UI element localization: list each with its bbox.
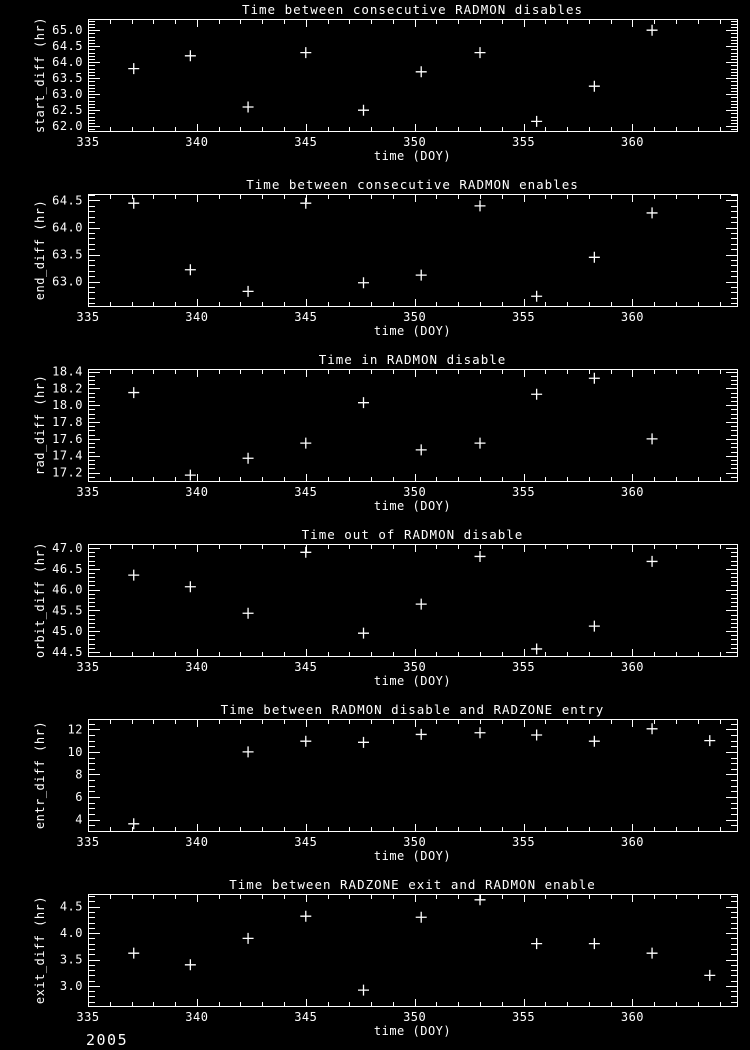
x-tick-label: 340 bbox=[185, 485, 209, 499]
data-point-marker bbox=[475, 438, 486, 449]
y-axis-label: entr_diff (hr) bbox=[33, 720, 47, 830]
x-axis-label: time (DOY) bbox=[373, 324, 452, 338]
x-tick-label: 345 bbox=[294, 310, 318, 324]
y-tick-label: 17.2 bbox=[52, 465, 83, 480]
data-point-marker bbox=[128, 570, 139, 581]
x-tick-label: 360 bbox=[620, 835, 645, 849]
data-point-marker bbox=[416, 729, 427, 740]
plot-canvas bbox=[0, 875, 750, 1050]
x-tick-label: 355 bbox=[511, 835, 536, 849]
axis-ticks bbox=[89, 20, 738, 131]
plot-frame bbox=[89, 720, 738, 832]
data-point-marker bbox=[531, 291, 542, 302]
x-axis-label: time (DOY) bbox=[373, 849, 452, 863]
x-tick-label: 360 bbox=[620, 485, 645, 499]
data-point-marker bbox=[475, 551, 486, 562]
data-point-marker bbox=[243, 286, 254, 297]
plot-title: Time between RADMON disable and RADZONE entry bbox=[220, 702, 605, 717]
data-point-marker bbox=[475, 47, 486, 58]
y-tick-label: 63.0 bbox=[52, 274, 83, 289]
plot-title: Time between consecutive RADMON enables bbox=[246, 177, 579, 192]
data-point-marker bbox=[647, 948, 658, 959]
data-point-marker bbox=[647, 723, 658, 734]
y-tick-label: 18.4 bbox=[52, 364, 83, 379]
x-tick-label: 345 bbox=[294, 835, 318, 849]
data-point-marker bbox=[243, 933, 254, 944]
plot-frame bbox=[89, 20, 738, 132]
data-point-marker bbox=[647, 433, 658, 444]
data-point-marker bbox=[475, 727, 486, 738]
data-point-marker bbox=[704, 735, 715, 746]
data-point-marker bbox=[416, 912, 427, 923]
y-tick-label: 17.4 bbox=[52, 448, 83, 463]
x-tick-label: 340 bbox=[185, 835, 209, 849]
data-point-marker bbox=[416, 599, 427, 610]
y-tick-label: 47.0 bbox=[52, 541, 83, 556]
x-tick-label: 335 bbox=[76, 135, 100, 149]
data-point-marker bbox=[185, 470, 196, 481]
x-tick-label: 350 bbox=[403, 1010, 427, 1024]
y-tick-label: 45.0 bbox=[52, 624, 83, 639]
data-point-marker bbox=[300, 911, 311, 922]
x-axis-label: time (DOY) bbox=[373, 674, 452, 688]
data-point-marker bbox=[589, 736, 600, 747]
data-point-marker bbox=[358, 737, 369, 748]
data-point-marker bbox=[128, 387, 139, 398]
x-tick-label: 345 bbox=[294, 660, 318, 674]
data-point-marker bbox=[358, 105, 369, 116]
y-tick-label: 12 bbox=[67, 722, 83, 737]
x-tick-label: 335 bbox=[76, 1010, 100, 1024]
y-tick-label: 64.5 bbox=[52, 39, 83, 54]
y-axis-label: start_diff (hr) bbox=[33, 17, 47, 133]
y-tick-label: 17.8 bbox=[52, 415, 83, 430]
y-tick-label: 4.0 bbox=[59, 926, 83, 941]
plot-canvas bbox=[0, 525, 750, 700]
data-point-marker bbox=[531, 938, 542, 949]
plot-frame bbox=[89, 545, 738, 657]
y-axis-label: exit_diff (hr) bbox=[33, 895, 47, 1005]
x-tick-label: 350 bbox=[403, 310, 427, 324]
data-point-marker bbox=[300, 47, 311, 58]
x-tick-label: 360 bbox=[620, 1010, 645, 1024]
x-tick-label: 355 bbox=[511, 1010, 536, 1024]
y-tick-label: 64.5 bbox=[52, 193, 83, 208]
data-point-marker bbox=[128, 63, 139, 74]
x-tick-label: 350 bbox=[403, 660, 427, 674]
x-tick-label: 350 bbox=[403, 835, 427, 849]
data-point-marker bbox=[531, 643, 542, 654]
y-axis-label: rad_diff (hr) bbox=[33, 374, 47, 476]
y-tick-label: 63.0 bbox=[52, 87, 83, 102]
x-tick-label: 335 bbox=[76, 835, 100, 849]
x-axis-label: time (DOY) bbox=[373, 499, 452, 513]
plot-frame bbox=[89, 370, 738, 482]
plot-panel-4 bbox=[0, 525, 750, 700]
x-tick-label: 340 bbox=[185, 135, 209, 149]
x-tick-label: 335 bbox=[76, 485, 100, 499]
plot-frame bbox=[89, 195, 738, 307]
y-tick-label: 62.0 bbox=[52, 119, 83, 134]
data-point-marker bbox=[589, 81, 600, 92]
data-point-marker bbox=[243, 102, 254, 113]
data-point-marker bbox=[589, 373, 600, 384]
data-points bbox=[128, 547, 657, 655]
data-point-marker bbox=[128, 948, 139, 959]
y-tick-label: 3.5 bbox=[59, 952, 83, 967]
y-tick-label: 65.0 bbox=[52, 23, 83, 38]
y-tick-label: 46.5 bbox=[52, 561, 83, 576]
data-point-marker bbox=[531, 730, 542, 741]
y-tick-label: 64.0 bbox=[52, 55, 83, 70]
data-point-marker bbox=[243, 608, 254, 619]
x-tick-label: 355 bbox=[511, 485, 536, 499]
y-tick-label: 17.6 bbox=[52, 431, 83, 446]
x-axis-label: time (DOY) bbox=[373, 149, 452, 163]
data-point-marker bbox=[475, 200, 486, 211]
y-tick-label: 45.5 bbox=[52, 603, 83, 618]
data-point-marker bbox=[128, 198, 139, 209]
plot-panel-1 bbox=[0, 0, 750, 175]
x-tick-label: 345 bbox=[294, 1010, 318, 1024]
y-tick-label: 44.5 bbox=[52, 644, 83, 659]
data-point-marker bbox=[358, 985, 369, 996]
data-point-marker bbox=[416, 444, 427, 455]
data-point-marker bbox=[416, 270, 427, 281]
data-point-marker bbox=[358, 628, 369, 639]
y-tick-label: 18.0 bbox=[52, 398, 83, 413]
x-tick-label: 355 bbox=[511, 135, 536, 149]
data-point-marker bbox=[300, 547, 311, 558]
x-tick-label: 360 bbox=[620, 310, 645, 324]
data-point-marker bbox=[243, 746, 254, 757]
x-tick-label: 360 bbox=[620, 660, 645, 674]
data-point-marker bbox=[128, 818, 139, 829]
y-tick-label: 64.0 bbox=[52, 220, 83, 235]
data-point-marker bbox=[300, 438, 311, 449]
x-tick-label: 355 bbox=[511, 660, 536, 674]
x-tick-label: 340 bbox=[185, 660, 209, 674]
y-tick-label: 46.0 bbox=[52, 582, 83, 597]
data-point-marker bbox=[647, 556, 658, 567]
data-point-marker bbox=[531, 389, 542, 400]
data-points bbox=[128, 723, 715, 829]
y-tick-label: 4.5 bbox=[59, 899, 83, 914]
plot-title: Time in RADMON disable bbox=[318, 352, 507, 367]
plot-title: Time between RADZONE exit and RADMON enable bbox=[229, 877, 596, 892]
data-points bbox=[128, 894, 715, 995]
y-tick-label: 3.0 bbox=[59, 978, 83, 993]
y-tick-label: 63.5 bbox=[52, 247, 83, 262]
plot-canvas bbox=[0, 350, 750, 525]
y-tick-label: 63.5 bbox=[52, 71, 83, 86]
plot-panel-5 bbox=[0, 700, 750, 875]
data-point-marker bbox=[185, 581, 196, 592]
data-points bbox=[128, 25, 657, 127]
x-tick-label: 355 bbox=[511, 310, 536, 324]
data-point-marker bbox=[185, 959, 196, 970]
plot-canvas bbox=[0, 0, 750, 175]
data-point-marker bbox=[704, 970, 715, 981]
data-point-marker bbox=[416, 66, 427, 77]
y-tick-label: 4 bbox=[75, 812, 83, 827]
plot-panel-6 bbox=[0, 875, 750, 1050]
y-tick-label: 18.2 bbox=[52, 381, 83, 396]
data-point-marker bbox=[531, 116, 542, 127]
axis-ticks bbox=[89, 720, 738, 832]
year-label: 2005 bbox=[86, 1031, 129, 1049]
data-point-marker bbox=[589, 938, 600, 949]
x-tick-label: 335 bbox=[76, 660, 100, 674]
x-tick-label: 350 bbox=[403, 135, 427, 149]
axis-ticks bbox=[89, 545, 738, 657]
data-point-marker bbox=[475, 894, 486, 905]
data-point-marker bbox=[589, 621, 600, 632]
data-points bbox=[128, 198, 657, 302]
y-axis-label: orbit_diff (hr) bbox=[33, 542, 47, 658]
x-tick-label: 340 bbox=[185, 310, 209, 324]
data-point-marker bbox=[647, 25, 658, 36]
plot-panel-3 bbox=[0, 350, 750, 525]
plot-panel-2 bbox=[0, 175, 750, 350]
data-point-marker bbox=[185, 50, 196, 61]
y-tick-label: 6 bbox=[75, 789, 83, 804]
plot-title: Time between consecutive RADMON disables bbox=[241, 2, 584, 17]
x-axis-label: time (DOY) bbox=[373, 1024, 452, 1038]
x-tick-label: 345 bbox=[294, 135, 318, 149]
plot-canvas bbox=[0, 700, 750, 875]
x-tick-label: 340 bbox=[185, 1010, 209, 1024]
plot-frame bbox=[89, 895, 738, 1007]
y-axis-label: end_diff (hr) bbox=[33, 199, 47, 301]
x-tick-label: 360 bbox=[620, 135, 645, 149]
y-tick-label: 10 bbox=[67, 744, 83, 759]
data-point-marker bbox=[647, 207, 658, 218]
axis-ticks bbox=[89, 195, 738, 306]
axis-ticks bbox=[89, 895, 738, 1006]
y-tick-label: 62.5 bbox=[52, 103, 83, 118]
data-point-marker bbox=[358, 397, 369, 408]
data-point-marker bbox=[300, 736, 311, 747]
x-tick-label: 350 bbox=[403, 485, 427, 499]
data-point-marker bbox=[589, 252, 600, 263]
axis-ticks bbox=[89, 370, 738, 482]
x-tick-label: 345 bbox=[294, 485, 318, 499]
data-point-marker bbox=[243, 453, 254, 464]
data-point-marker bbox=[185, 264, 196, 275]
data-point-marker bbox=[358, 277, 369, 288]
data-points bbox=[128, 373, 657, 481]
x-tick-label: 335 bbox=[76, 310, 100, 324]
plot-title: Time out of RADMON disable bbox=[301, 527, 524, 542]
data-point-marker bbox=[300, 198, 311, 209]
y-tick-label: 8 bbox=[75, 767, 83, 782]
plot-canvas bbox=[0, 175, 750, 350]
